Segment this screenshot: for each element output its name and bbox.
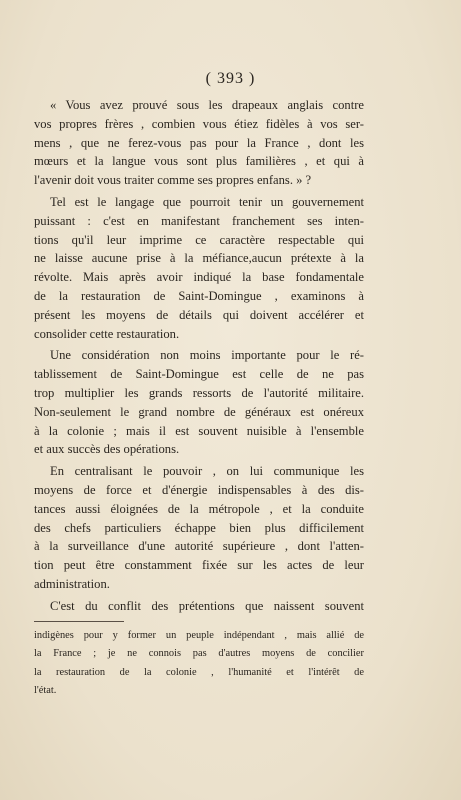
text-line: Une considération non moins importante pour le ré- <box>50 348 364 363</box>
text-line: l'avenir doit vous traiter comme ses propres enfans. » ? <box>34 173 312 188</box>
footnote-divider <box>34 621 124 622</box>
paragraph-2 <box>34 193 364 343</box>
text-line: mens , que ne ferez-vous pas pour la France , dont les <box>34 135 364 150</box>
text-line: « Vous avez prouvé sous les drapeaux anglais contre <box>50 98 364 112</box>
text-line: ne laisse aucune prise à la méfiance,aucun prétexte à la <box>34 251 364 266</box>
text-line: à la colonie ; mais il est souvent nuisible à l'ensemble <box>34 423 364 438</box>
page-number: ( 393 ) <box>205 70 256 87</box>
footnote-line: l'état. <box>34 685 57 697</box>
footnote-line: la restauration de la colonie , l'humanité et l'intérêt de <box>34 666 364 678</box>
text-line: tances aussi éloignées de la métropole , et la conduite <box>34 501 364 516</box>
text-line: des chefs particuliers échappe bien plus difficilement <box>34 520 364 535</box>
text-line: Non-seulement le grand nombre de généraux est onéreux <box>34 404 364 419</box>
text-line: mœurs et la langue vous sont plus familières , et qui à <box>34 154 364 169</box>
text-line: présent les moyens de détails qui doivent accélérer et <box>34 307 364 322</box>
text-line: Tel est le langage que pourroit tenir un gouvernement <box>50 194 364 209</box>
text-line: trop multiplier les grands ressorts de l'autorité militaire. <box>34 385 364 400</box>
body-text <box>34 96 364 619</box>
text-line: tablissement de Saint-Domingue est celle de ne pas <box>34 367 364 382</box>
text-line: tion peut être constamment fixée sur les actes de leur <box>34 558 364 573</box>
text-line: administration. <box>34 576 110 591</box>
paragraph-3 <box>34 346 364 459</box>
text-line: vos propres frères , combien vous étiez fidèles à vos ser- <box>34 116 364 131</box>
text-line: puissant : c'est en manifestant franchement ses inten- <box>34 213 364 228</box>
footnote <box>34 627 364 701</box>
paragraph-1 <box>34 96 364 190</box>
text-line: consolider cette restauration. <box>34 326 180 341</box>
text-line: et aux succès des opérations. <box>34 442 180 457</box>
text-line: tions qu'il leur imprime ce caractère respectable qui <box>34 232 364 247</box>
text-line: à la surveillance d'une autorité supérieure , dont l'atten- <box>34 539 364 554</box>
text-line: En centralisant le pouvoir , on lui communique les <box>50 464 364 479</box>
paragraph-4 <box>34 462 364 594</box>
footnote-line: la France ; je ne connois pas d'autres moyens de concilier <box>34 648 364 660</box>
paragraph-5 <box>34 597 364 616</box>
text-line: de la restauration de Saint-Domingue , examinons à <box>34 288 364 303</box>
text-line: C'est du conflit des prétentions que naissent souvent <box>50 598 364 613</box>
text-line: moyens de force et d'énergie indispensables à des dis- <box>34 482 364 497</box>
footnote-line: indigènes pour y former un peuple indépendant , mais allié de <box>34 630 364 641</box>
text-line: révolte. Mais après avoir indiqué la base fondamentale <box>34 270 364 285</box>
